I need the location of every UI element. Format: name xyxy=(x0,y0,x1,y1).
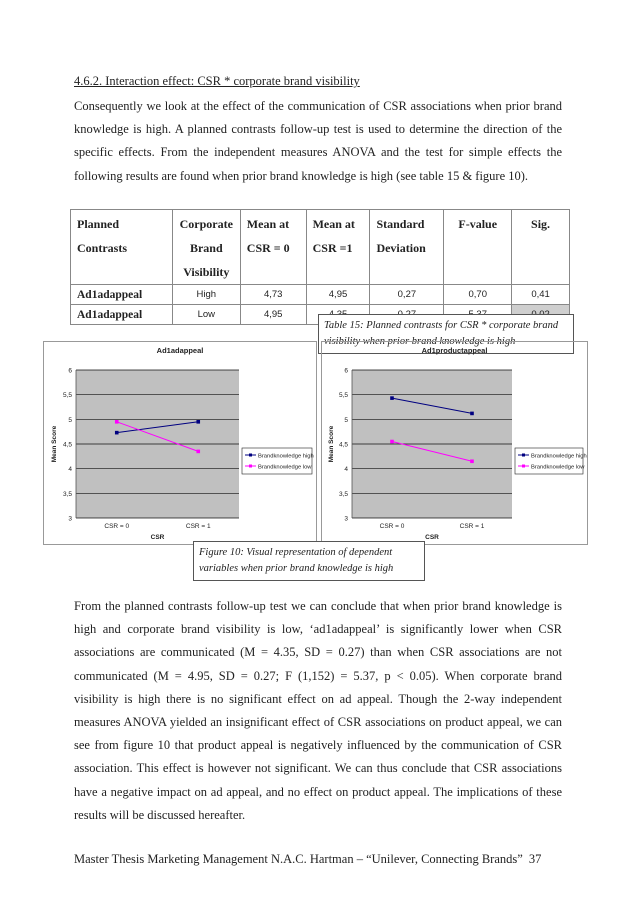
legend-marker xyxy=(249,454,252,457)
chart-product-appeal xyxy=(321,341,588,545)
chart-ad-appeal xyxy=(43,341,317,545)
cell-sd: 0,27 xyxy=(370,285,444,305)
cell-mean1: 4,95 xyxy=(306,285,370,305)
y-tick-label: 3,5 xyxy=(338,490,348,498)
y-tick-label: 4,5 xyxy=(338,441,348,449)
y-tick-label: 6 xyxy=(68,367,72,375)
intro-paragraph: Consequently we look at the effect of the communication of CSR associations when prior brand knowledge is high. A planned contrasts follow-up test is used to determine the direction of the specific effects. From the independent measures ANOVA and the test for simple effects the following results are found when prior brand knowledge is high (see table 15 & figure 10). xyxy=(74,99,562,183)
y-tick-label: 4 xyxy=(344,466,348,474)
chart-ad-appeal-svg xyxy=(44,342,316,544)
x-tick-label: CSR = 1 xyxy=(185,523,211,530)
figure-caption: Figure 10: Visual representation of dependent variables when prior brand knowledge is high xyxy=(193,541,425,581)
legend-label: Brandknowledge low xyxy=(531,464,585,471)
header-f: F-value xyxy=(444,210,512,285)
data-point xyxy=(115,420,119,424)
cell-f: 0,70 xyxy=(444,285,512,305)
table-header-row xyxy=(71,210,570,285)
y-tick-label: 4 xyxy=(68,466,72,474)
legend-marker xyxy=(249,465,252,468)
y-tick-label: 3 xyxy=(68,515,72,523)
x-axis-label: CSR xyxy=(425,534,439,541)
legend-marker xyxy=(522,454,525,457)
y-tick-label: 5,5 xyxy=(62,392,72,400)
data-point xyxy=(470,412,474,416)
header-sd: Standard Deviation xyxy=(370,210,444,285)
chart-product-appeal-svg xyxy=(322,342,587,544)
table-row xyxy=(71,285,570,305)
data-point xyxy=(390,440,394,444)
y-tick-label: 5,5 xyxy=(338,392,348,400)
y-tick-label: 3 xyxy=(344,515,348,523)
cell-visibility: High xyxy=(172,285,240,305)
header-mean0: Mean at CSR = 0 xyxy=(240,210,306,285)
cell-label: Ad1adappeal xyxy=(71,285,173,305)
data-point xyxy=(196,450,200,454)
data-point xyxy=(390,396,394,400)
data-point xyxy=(196,420,200,424)
legend-label: Brandknowledge high xyxy=(258,453,314,460)
y-axis-label: Mean Score xyxy=(51,425,58,463)
y-tick-label: 5 xyxy=(344,416,348,424)
header-visibility: Corporate Brand Visibility xyxy=(172,210,240,285)
cell-label: Ad1adappeal xyxy=(71,305,173,325)
x-tick-label: CSR = 0 xyxy=(379,523,405,530)
chart-title: Ad1adappeal xyxy=(156,346,204,355)
planned-contrasts-table xyxy=(70,209,570,325)
y-tick-label: 6 xyxy=(344,367,348,375)
legend-marker xyxy=(522,465,525,468)
cell-mean0: 4,73 xyxy=(240,285,306,305)
data-point xyxy=(115,431,119,435)
conclusion-paragraph: From the planned contrasts follow-up test we can conclude that when prior brand knowledge is high and corporate brand visibility is low, ‘ad1adappeal’ is significantly lower when CSR associations are communicated (M = 4.35, SD = 0.27) than when CSR associations are not communicated (M = 4.95, SD = 0.27; F (1,152) = 5.37, p < 0.05). When corporate brand visibility is high there is no significant effect on ad appeal. Though the 2-way independent measures ANOVA yielded an insignificant effect of CSR associations on product appeal, we can see from figure 10 that product appeal is negatively influenced by the communication of CSR association. This effect is however not significant. We can thus conclude that CSR associations have a negative impact on ad appeal, and no effect on product appeal. The implications of these results will be discussed hereafter. xyxy=(74,599,562,822)
y-axis-label: Mean Score xyxy=(328,425,335,463)
section-heading: 4.6.2. Interaction effect: CSR * corporate brand visibility xyxy=(74,74,360,88)
y-tick-label: 3,5 xyxy=(62,490,72,498)
table-caption: Table 15: Planned contrasts for CSR * corporate brand visibility when prior brand knowledge is high xyxy=(318,314,574,354)
x-axis-label: CSR xyxy=(150,534,165,541)
legend-label: Brandknowledge high xyxy=(531,453,587,460)
header-contrasts: Planned Contrasts xyxy=(71,210,173,285)
chart-title: Ad1productappeal xyxy=(421,346,488,355)
data-point xyxy=(470,459,474,463)
footer-text: Master Thesis Marketing Management N.A.C. Hartman – “Unilever, Connecting Brands” xyxy=(74,852,523,866)
page-number: 37 xyxy=(528,852,542,866)
x-tick-label: CSR = 0 xyxy=(104,523,130,530)
y-tick-label: 5 xyxy=(68,416,72,424)
y-tick-label: 4,5 xyxy=(62,441,72,449)
cell-visibility: Low xyxy=(172,305,240,325)
header-sig: Sig. xyxy=(512,210,570,285)
x-tick-label: CSR = 1 xyxy=(459,523,485,530)
page-footer xyxy=(74,852,541,867)
legend-label: Brandknowledge low xyxy=(258,464,312,471)
header-mean1: Mean at CSR =1 xyxy=(306,210,370,285)
cell-sig: 0,41 xyxy=(512,285,570,305)
cell-mean0: 4,95 xyxy=(240,305,306,325)
